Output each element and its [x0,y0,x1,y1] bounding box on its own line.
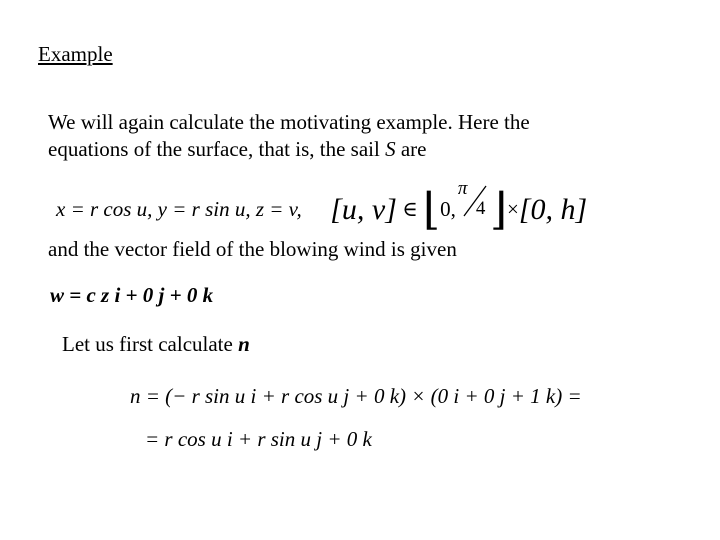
intro-line-2-end: are [395,137,427,161]
interval-start: 0, [440,197,456,221]
z-equation: z = v, [255,197,302,221]
element-of-symbol: ∈ [402,197,418,221]
normal-equation-line-2-text: = r cos u i + r sin u j + 0 k [145,427,372,451]
pi-symbol: π [457,178,468,199]
normal-variable: n [238,332,250,356]
left-floor-bracket: ⌊ [422,185,441,234]
right-floor-bracket: ⌋ [489,185,508,234]
y-equation: y = r sin u, [157,197,256,221]
x-equation: x = r cos u, [56,197,158,221]
normal-paragraph-text: Let us first calculate [62,332,239,356]
normal-paragraph [62,331,250,358]
intro-line-1: We will again calculate the motivating example. Here the [48,110,530,134]
sail-variable: S [385,137,396,161]
times-symbol: × [507,197,519,221]
slide-title: Example [38,42,113,66]
intro-paragraph [48,109,530,163]
wind-paragraph: and the vector field of the blowing wind is given [48,237,457,261]
parameter-pair: [u, v] [330,193,397,226]
intro-line-2 [48,136,530,163]
normal-equation-line-1-text: n = (− r sin u i + r cos u j + 0 k) × (0 i + 0 j + 1 k) = [130,384,582,408]
four-digit: 4 [475,198,486,219]
normal-equation-line-2 [145,427,372,452]
normal-equation-line-1 [130,384,582,409]
height-interval: [0, h] [518,193,588,226]
wind-equation: w = c z i + 0 j + 0 k [50,283,214,307]
surface-equation [56,178,588,235]
pi-over-four [456,178,490,220]
intro-line-2-text: equations of the surface, that is, the sail [48,137,386,161]
